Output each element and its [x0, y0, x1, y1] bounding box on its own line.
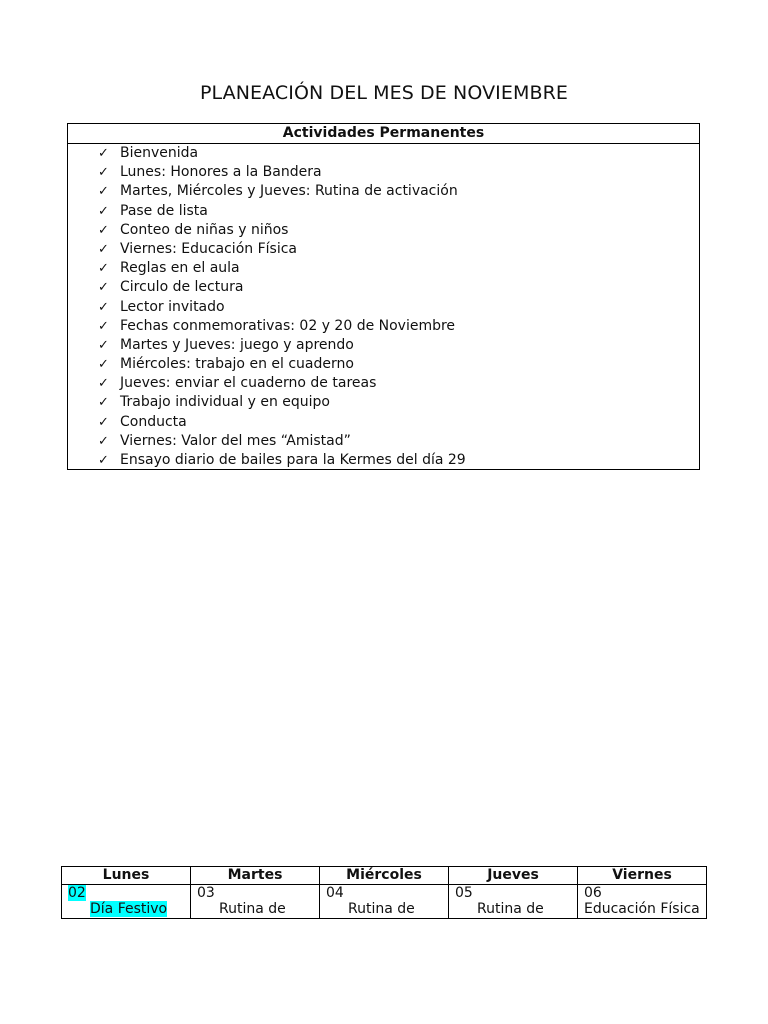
activity-label: Pase de lista: [120, 202, 208, 219]
activity-label: Miércoles: trabajo en el cuaderno: [120, 356, 354, 373]
check-icon: ✓: [98, 337, 109, 353]
page-title: PLANEACIÓN DEL MES DE NOVIEMBRE: [199, 82, 569, 104]
day-cell: [578, 885, 707, 919]
day-number: 06: [584, 885, 602, 901]
activity-label: Jueves: enviar el cuaderno de tareas: [120, 375, 377, 392]
activity-item: [68, 278, 699, 297]
activity-item: [68, 259, 699, 278]
day-number: 04: [326, 885, 344, 901]
check-icon: ✓: [98, 395, 109, 411]
check-icon: ✓: [98, 203, 109, 219]
activity-item: [68, 451, 699, 470]
permanent-activities-list: [68, 144, 699, 470]
activity-item: [68, 432, 699, 451]
table-row: [62, 885, 707, 919]
check-icon: ✓: [98, 299, 109, 315]
activity-item: [68, 144, 699, 163]
weekday-header-miercoles: Miércoles: [320, 867, 449, 885]
activity-item: [68, 202, 699, 221]
activity-label: Bienvenida: [120, 145, 199, 161]
activity-item: [68, 413, 699, 432]
day-activity: Rutina de: [477, 901, 544, 917]
weekday-header-jueves: Jueves: [449, 867, 578, 885]
activity-label: Circulo de lectura: [120, 279, 244, 296]
weekday-header-row: [62, 867, 707, 885]
activity-item: [68, 374, 699, 393]
day-number: 03: [197, 885, 215, 901]
activity-label: Ensayo diario de bailes para la Kermes del día 29: [120, 452, 466, 468]
check-icon: ✓: [98, 241, 109, 257]
weekday-header-martes: Martes: [191, 867, 320, 885]
activity-item: [68, 393, 699, 412]
day-activity: Rutina de: [219, 901, 286, 917]
activity-label: Viernes: Valor del mes “Amistad”: [120, 432, 351, 449]
day-activity: Día Festivo: [90, 901, 168, 917]
check-icon: ✓: [98, 165, 109, 181]
day-activity: Educación Física: [584, 901, 700, 917]
check-icon: ✓: [98, 280, 109, 296]
day-cell: [320, 885, 449, 919]
check-icon: ✓: [98, 318, 109, 334]
check-icon: ✓: [98, 376, 109, 392]
weekday-header-viernes: Viernes: [578, 867, 707, 885]
check-icon: ✓: [98, 261, 109, 277]
activity-label: Martes y Jueves: juego y aprendo: [120, 336, 354, 353]
activity-label: Lector invitado: [120, 298, 225, 315]
activity-item: [68, 298, 699, 317]
activity-label: Trabajo individual y en equipo: [120, 394, 330, 411]
check-icon: ✓: [98, 222, 109, 238]
activity-label: Conducta: [120, 413, 187, 430]
check-icon: ✓: [98, 146, 109, 161]
permanent-activities-box: [67, 123, 700, 470]
check-icon: ✓: [98, 357, 109, 373]
day-number: 05: [455, 885, 473, 901]
day-cell: [449, 885, 578, 919]
day-number: 02: [68, 885, 86, 901]
day-cell: [191, 885, 320, 919]
activity-label: Conteo de niñas y niños: [120, 221, 289, 238]
check-icon: ✓: [98, 453, 109, 468]
day-cell: [62, 885, 191, 919]
weekday-header-lunes: Lunes: [62, 867, 191, 885]
activity-item: [68, 163, 699, 182]
check-icon: ✓: [98, 184, 109, 200]
activity-item: [68, 336, 699, 355]
weekly-schedule-table: [61, 866, 707, 919]
activity-label: Lunes: Honores a la Bandera: [120, 164, 322, 181]
activity-item: [68, 355, 699, 374]
permanent-activities-header: Actividades Permanentes: [68, 124, 699, 144]
activity-label: Fechas conmemorativas: 02 y 20 de Noviembre: [120, 317, 456, 334]
activity-item: [68, 221, 699, 240]
check-icon: ✓: [98, 414, 109, 430]
activity-label: Reglas en el aula: [120, 260, 240, 277]
activity-label: Viernes: Educación Física: [120, 240, 297, 257]
activity-item: [68, 317, 699, 336]
activity-item: [68, 182, 699, 201]
activity-label: Martes, Miércoles y Jueves: Rutina de activación: [120, 183, 458, 200]
activity-item: [68, 240, 699, 259]
check-icon: ✓: [98, 433, 109, 449]
day-activity: Rutina de: [348, 901, 415, 917]
